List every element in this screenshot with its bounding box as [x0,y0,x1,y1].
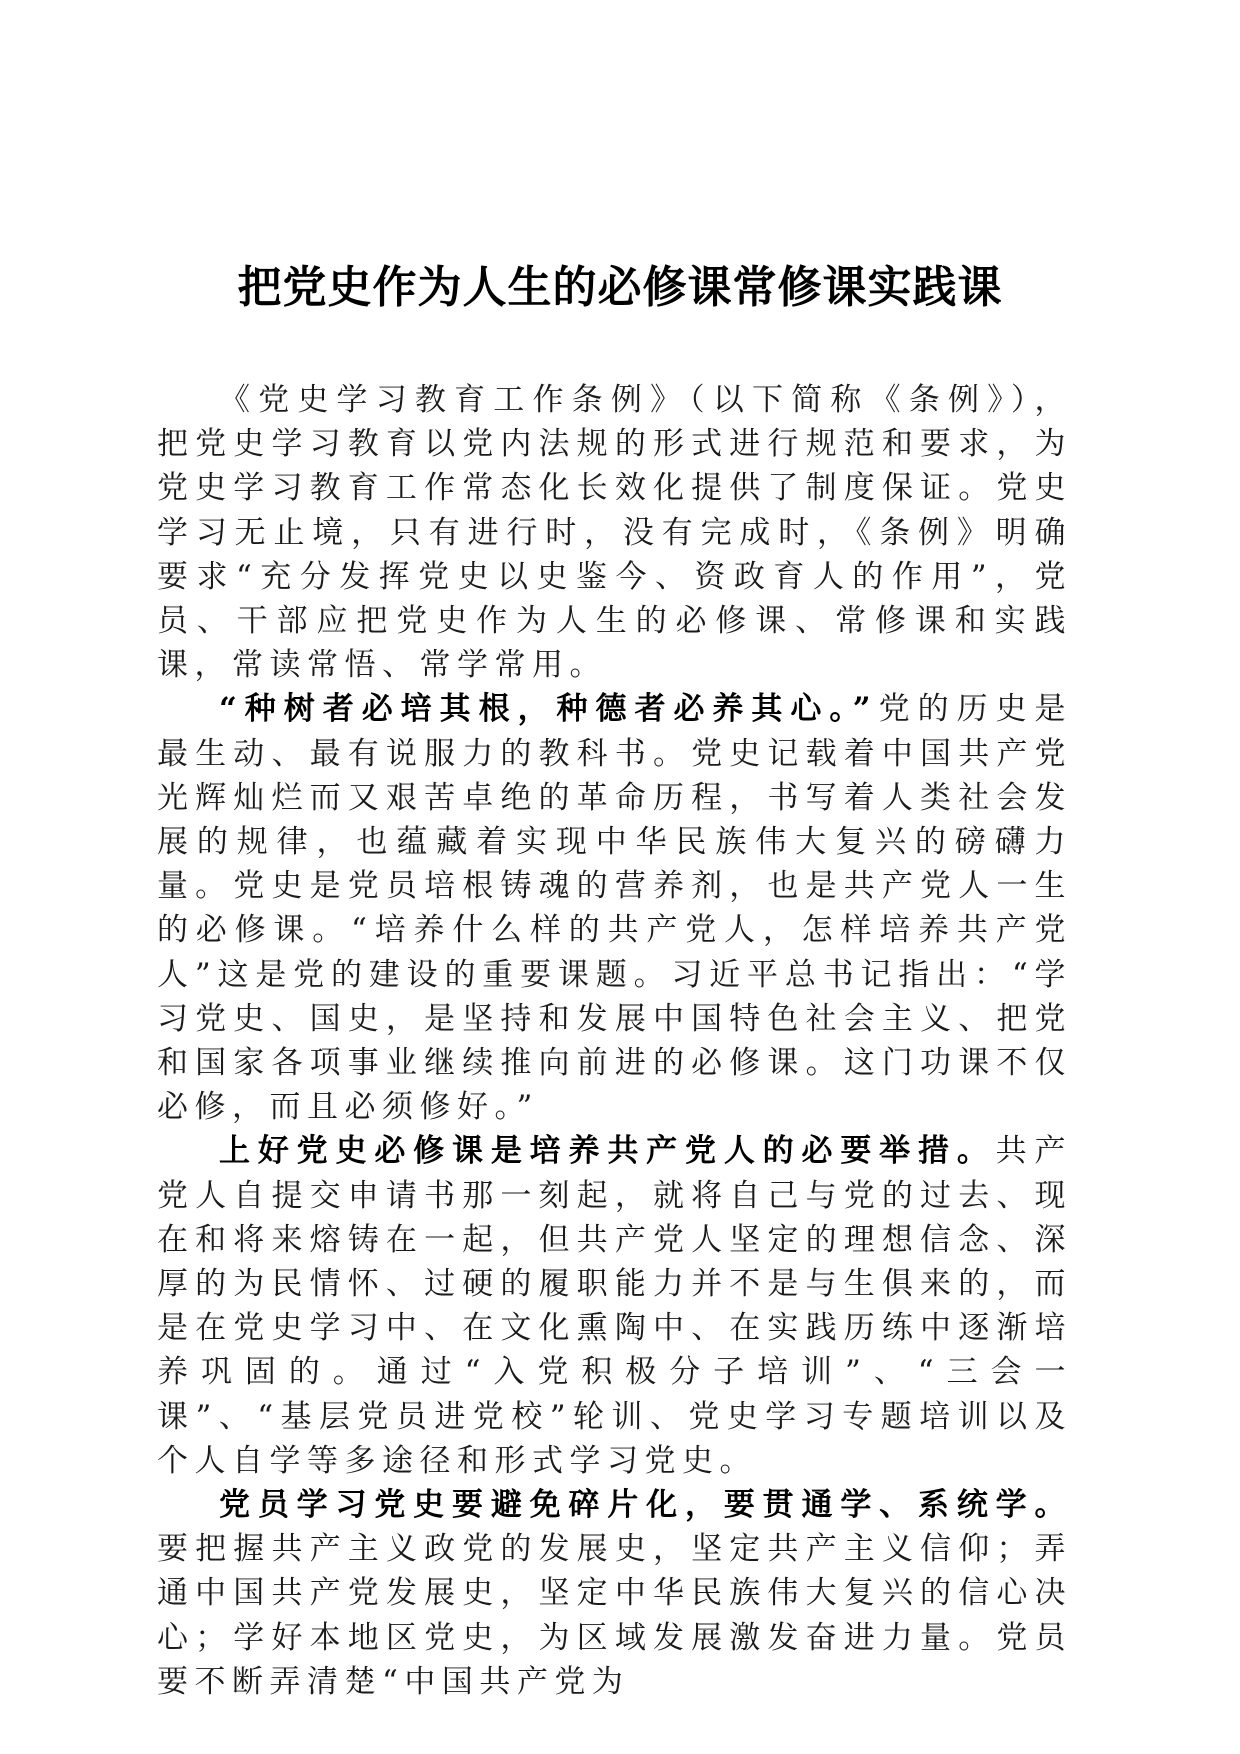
paragraph-root [157,687,1072,1129]
paragraph-required-course [157,1129,1072,1483]
paragraph-systematic-study-lead: 党员学习党史要避免碎片化，要贯通学、系统学。 [219,1487,1072,1524]
paragraph-required-course-lead: 上好党史必修课是培养共产党人的必要举措。 [219,1133,996,1170]
document-body [157,378,1072,1704]
paragraph-root-text: 党的历史是最生动、最有说服力的教科书。党史记载着中国共产党光辉灿烂而又艰苦卓绝的革命历程，书写着人类社会发展的规律，也蕴藏着实现中华民族伟大复兴的磅礴力量。党史是党员培根铸魂的营养剂，也是共产党人一生的必修课。“培养什么样的共产党人，怎样培养共产党人”这是党的建设的重要课题。习近平总书记指出：“学习党史、国史，是坚持和发展中国特色社会主义、把党和国家各项事业继续推向前进的必修课。这门功课不仅必修，而且必须修好。” [157,691,1073,1126]
paragraph-required-course-text: 共产党人自提交申请书那一刻起，就将自己与党的过去、现在和将来熔铸在一起，但共产党人坚定的理想信念、深厚的为民情怀、过硬的履职能力并不是与生俱来的，而是在党史学习中、在文化熏陶中、在实践历练中逐渐培养巩固的。通过“入党积极分子培训”、“三会一课”、“基层党员进党校”轮训、党史学习专题培训以及个人自学等多途径和形式学习党史。 [157,1133,1073,1479]
paragraph-systematic-study [157,1483,1072,1704]
paragraph-intro [157,378,1072,687]
document-title: 把党史作为人生的必修课常修课实践课 [237,262,1003,313]
paragraph-systematic-study-text: 要把握共产主义政党的发展史，坚定共产主义信仰；弄通中国共产党发展史，坚定中华民族伟大复兴的信心决心；学好本地区党史，为区域发展激发奋进力量。党员要不断弄清楚“中国共产党为 [157,1531,1072,1700]
paragraph-intro-text: 《党史学习教育工作条例》（以下简称《条例》），把党史学习教育以党内法规的形式进行规范和要求，为党史学习教育工作常态化长效化提供了制度保证。党史学习无止境，只有进行时，没有完成时，《条例》明确要求“充分发挥党史以史鉴今、资政育人的作用”，党员、干部应把党史作为人生的必修课、常修课和实践课，常读常悟、常学常用。 [157,382,1072,684]
paragraph-root-lead: “种树者必培其根，种德者必养其心。” [219,691,878,728]
